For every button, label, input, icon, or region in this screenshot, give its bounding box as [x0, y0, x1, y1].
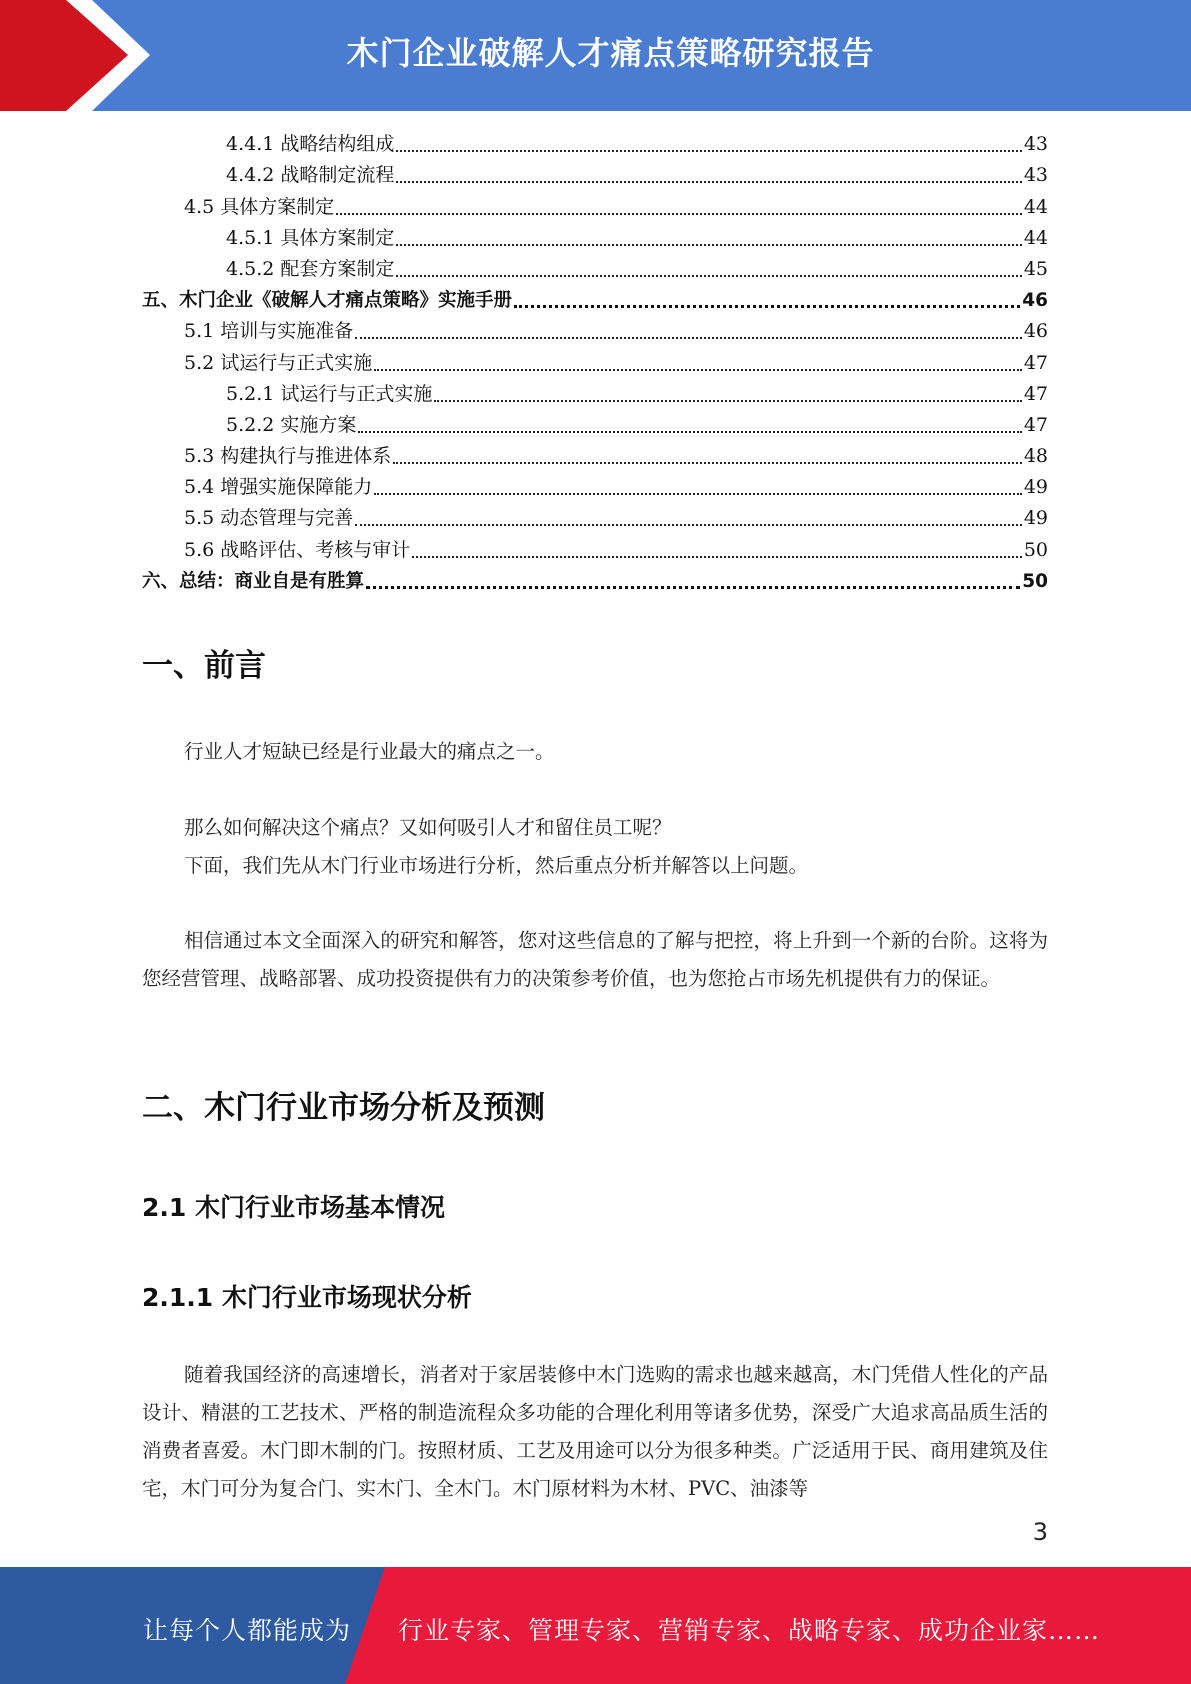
toc-entry-title: 4.5.1 具体方案制定	[226, 226, 395, 249]
toc-entry-page: 44	[1023, 226, 1048, 249]
toc-entry[interactable]	[142, 347, 1048, 378]
table-of-contents	[142, 129, 1048, 597]
toc-dot-leader	[514, 305, 1020, 308]
toc-entry-page: 44	[1023, 195, 1048, 218]
toc-dot-leader	[355, 524, 1022, 526]
toc-dot-leader	[366, 586, 1020, 589]
toc-entry-title: 5.3 构建执行与推进体系	[184, 445, 392, 468]
toc-entry[interactable]	[142, 410, 1048, 441]
paragraph: 随着我国经济的高速增长，消者对于家居装修中木门选购的需求也越来越高，木门凭借人性化的产品设计、精湛的工艺技术、严格的制造流程众多功能的合理化利用等诸多优势，深受广大追求高品质生活的消费者喜爱。木门即木制的门。按照材质、工艺及用途可以分为很多种类。广泛适用于民、商用建筑及住宅，木门可分为复合门、实木门、全木门。木门原材料为木材、PVC、油漆等	[142, 1363, 1048, 1500]
page-footer	[0, 1567, 1191, 1684]
toc-entry-page: 47	[1023, 382, 1048, 405]
toc-entry[interactable]	[142, 285, 1048, 316]
toc-entry-title: 五、木门企业《破解人才痛点策略》实施手册	[142, 290, 513, 312]
toc-entry-page: 43	[1023, 133, 1048, 156]
paragraph: 那么如何解决这个痛点？又如何吸引人才和留住员工呢？	[184, 816, 672, 839]
section-title-market: 二、木门行业市场分析及预测	[142, 1090, 545, 1126]
toc-dot-leader	[396, 181, 1021, 183]
toc-entry[interactable]	[142, 534, 1048, 565]
toc-dot-leader	[374, 493, 1022, 495]
header-title: 木门企业破解人才痛点策略研究报告	[346, 34, 875, 72]
toc-entry[interactable]	[142, 472, 1048, 503]
toc-entry[interactable]	[142, 191, 1048, 222]
toc-entry-page: 50	[1022, 570, 1048, 592]
toc-entry-page: 49	[1023, 476, 1048, 499]
toc-entry[interactable]	[142, 566, 1048, 597]
footer-slogan-left: 让每个人都能成为	[143, 1616, 352, 1645]
toc-entry-page: 47	[1023, 413, 1048, 436]
toc-entry[interactable]	[142, 441, 1048, 472]
footer-slogan-right: 行业专家、管理专家、营销专家、战略专家、成功企业家……	[398, 1616, 1101, 1645]
page-header	[0, 0, 1191, 111]
toc-dot-leader	[396, 244, 1021, 246]
subsection-title: 2.1.1 木门行业市场现状分析	[142, 1283, 472, 1312]
toc-entry-page: 46	[1022, 290, 1048, 312]
toc-entry[interactable]	[142, 254, 1048, 285]
paragraph: 相信通过本文全面深入的研究和解答，您对这些信息的了解与把控，将上升到一个新的台阶。这将为您经营管理、战略部署、成功投资提供有力的决策参考价值，也为您抢占市场先机提供有力的保证。	[142, 929, 1048, 990]
toc-dot-leader	[396, 150, 1021, 152]
toc-entry-page: 45	[1023, 257, 1048, 280]
toc-entry-title: 六、总结：商业自是有胜算	[142, 570, 365, 592]
toc-entry-title: 4.4.2 战略制定流程	[226, 164, 395, 187]
toc-entry[interactable]	[142, 316, 1048, 347]
section-title-preface: 一、前言	[142, 648, 266, 684]
toc-dot-leader	[336, 213, 1022, 215]
toc-entry-page: 47	[1023, 351, 1048, 374]
toc-entry[interactable]	[142, 129, 1048, 160]
toc-dot-leader	[434, 400, 1021, 402]
toc-entry-title: 5.2.1 试运行与正式实施	[226, 382, 433, 405]
toc-dot-leader	[396, 275, 1021, 277]
toc-entry[interactable]	[142, 223, 1048, 254]
paragraph: 下面，我们先从木门行业市场进行分析，然后重点分析并解答以上问题。	[184, 854, 809, 877]
page-number: 3	[1032, 1518, 1048, 1546]
toc-entry-title: 4.4.1 战略结构组成	[226, 133, 395, 156]
subsection-title: 2.1 木门行业市场基本情况	[142, 1193, 445, 1222]
toc-dot-leader	[355, 337, 1022, 339]
toc-entry[interactable]	[142, 160, 1048, 191]
toc-dot-leader	[358, 431, 1021, 433]
toc-entry-page: 46	[1023, 320, 1048, 343]
toc-dot-leader	[412, 556, 1022, 558]
toc-entry-title: 5.5 动态管理与完善	[184, 507, 354, 530]
toc-entry-page: 50	[1023, 538, 1048, 561]
paragraph: 行业人才短缺已经是行业最大的痛点之一。	[184, 740, 555, 763]
toc-entry-page: 48	[1023, 445, 1048, 468]
toc-entry-title: 5.2 试运行与正式实施	[184, 351, 373, 374]
toc-entry[interactable]	[142, 503, 1048, 534]
toc-entry-title: 5.4 增强实施保障能力	[184, 476, 373, 499]
toc-entry-title: 4.5.2 配套方案制定	[226, 257, 395, 280]
toc-entry-page: 49	[1023, 507, 1048, 530]
toc-entry[interactable]	[142, 379, 1048, 410]
toc-entry-title: 5.1 培训与实施准备	[184, 320, 354, 343]
toc-dot-leader	[374, 369, 1022, 371]
toc-dot-leader	[393, 462, 1022, 464]
toc-entry-title: 4.5 具体方案制定	[184, 195, 335, 218]
toc-entry-title: 5.6 战略评估、考核与审计	[184, 538, 411, 561]
toc-entry-title: 5.2.2 实施方案	[226, 413, 357, 436]
toc-entry-page: 43	[1023, 164, 1048, 187]
